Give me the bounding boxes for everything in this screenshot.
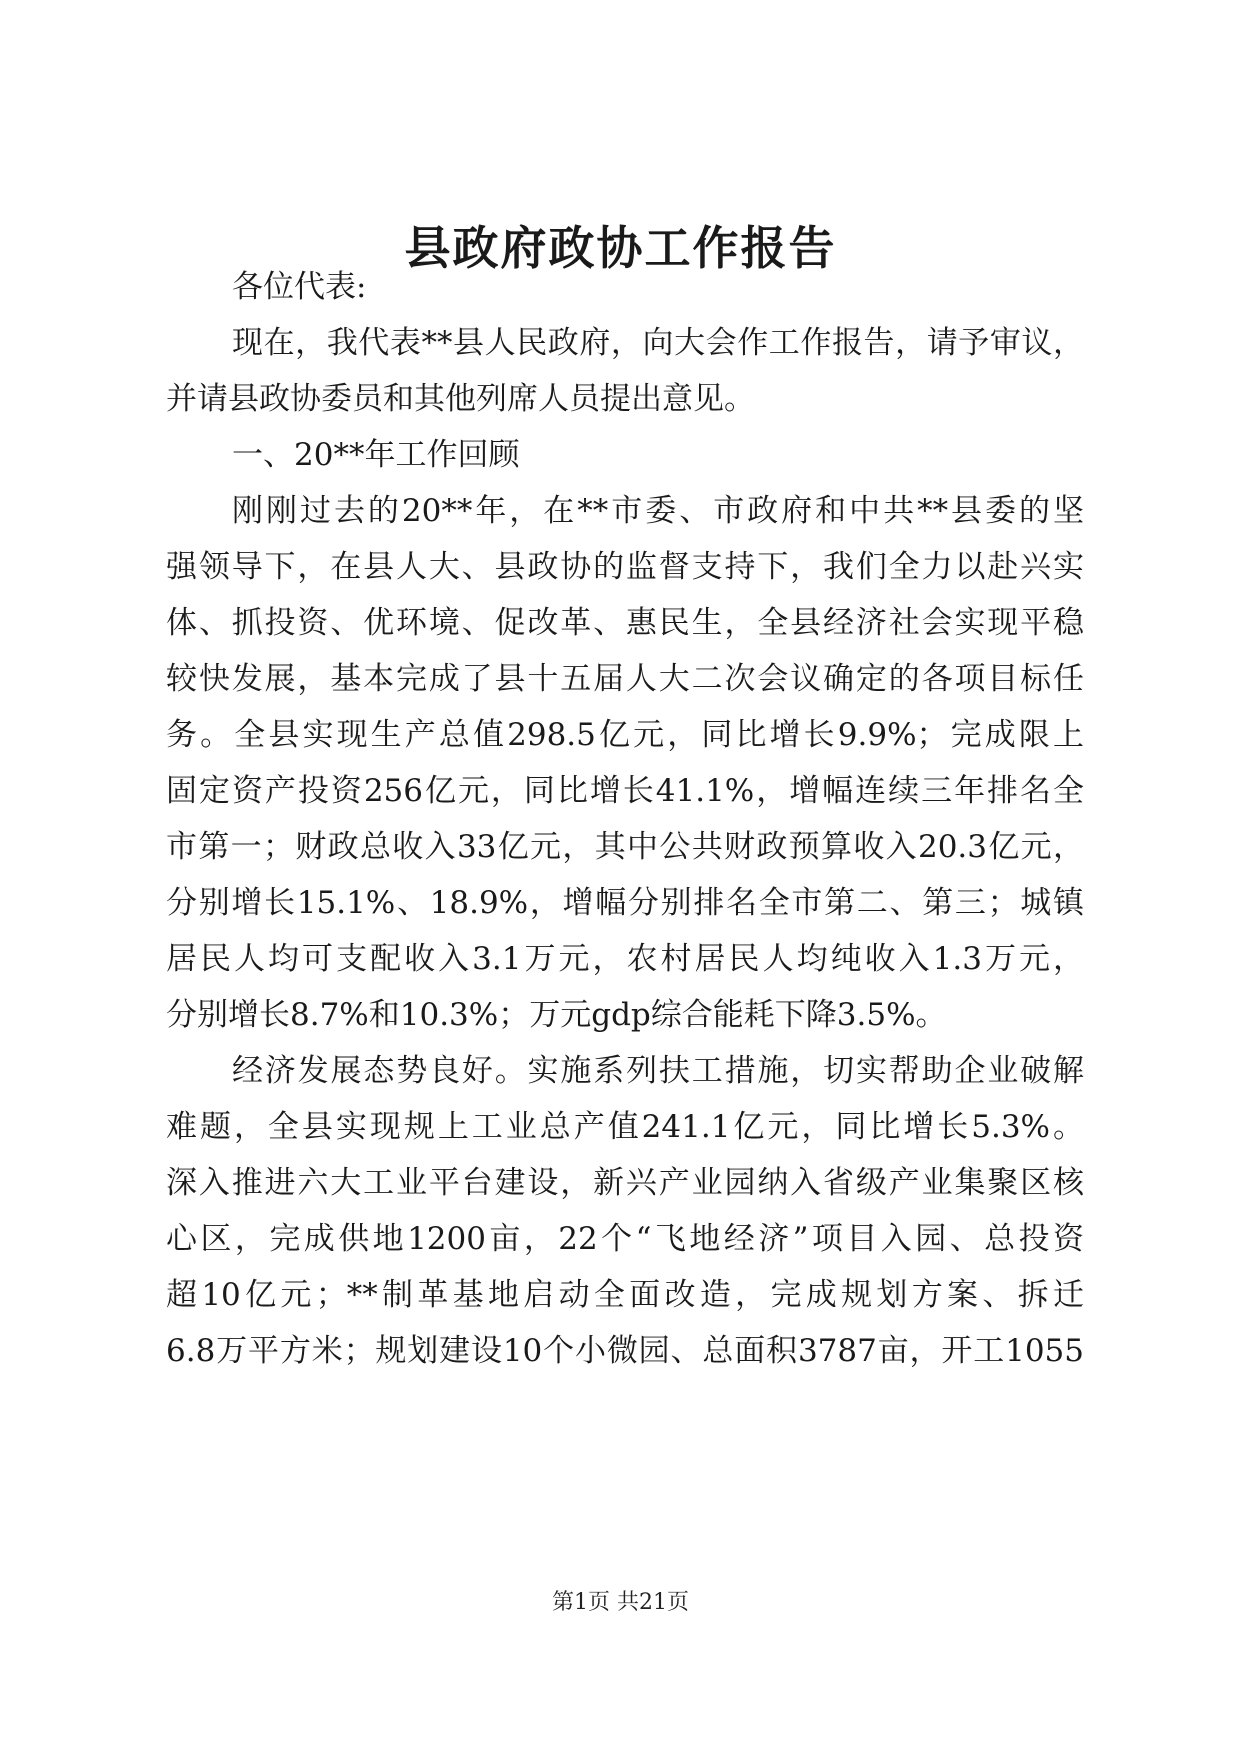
paragraph-line: 分别增长15.1%、18.9%，增幅分别排名全市第二、第三；城镇 — [166, 885, 1084, 921]
paragraph-line: 心区，完成供地1200亩，22个“飞地经济”项目入园、总投资 — [166, 1221, 1084, 1257]
paragraph-line: 务。全县实现生产总值298.5亿元，同比增长9.9%；完成限上 — [166, 717, 1084, 753]
page-number-footer: 第1页 共21页 — [552, 1590, 689, 1615]
paragraph-line: 居民人均可支配收入3.1万元，农村居民人均纯收入1.3万元， — [166, 941, 1084, 977]
section-heading: 一、20**年工作回顾 — [232, 437, 520, 473]
paragraph-line: 分别增长8.7%和10.3%；万元gdp综合能耗下降3.5%。 — [166, 997, 947, 1033]
salutation: 各位代表: — [232, 269, 367, 305]
paragraph-line: 固定资产投资256亿元，同比增长41.1%，增幅连续三年排名全 — [166, 773, 1084, 809]
paragraph-line: 现在，我代表**县人民政府，向大会作工作报告，请予审议， — [232, 325, 1084, 361]
document-title: 县政府政协工作报告 — [404, 221, 837, 275]
paragraph-line: 并请县政协委员和其他列席人员提出意见。 — [166, 381, 755, 417]
paragraph-line: 市第一；财政总收入33亿元，其中公共财政预算收入20.3亿元， — [166, 829, 1084, 865]
paragraph-line: 超10亿元；**制革基地启动全面改造，完成规划方案、拆迁 — [166, 1277, 1084, 1313]
paragraph-line: 深入推进六大工业平台建设，新兴产业园纳入省级产业集聚区核 — [166, 1165, 1084, 1201]
paragraph-line: 刚刚过去的20**年，在**市委、市政府和中共**县委的坚 — [232, 493, 1084, 529]
paragraph-line: 体、抓投资、优环境、促改革、惠民生，全县经济社会实现平稳 — [166, 605, 1084, 641]
paragraph-line: 6.8万平方米；规划建设10个小微园、总面积3787亩，开工1055 — [166, 1333, 1084, 1369]
paragraph-line: 经济发展态势良好。实施系列扶工措施，切实帮助企业破解 — [232, 1053, 1084, 1089]
paragraph-line: 难题，全县实现规上工业总产值241.1亿元，同比增长5.3%。 — [166, 1109, 1084, 1145]
paragraph-line: 较快发展，基本完成了县十五届人大二次会议确定的各项目标任 — [166, 661, 1084, 697]
paragraph-line: 强领导下，在县人大、县政协的监督支持下，我们全力以赴兴实 — [166, 549, 1084, 585]
